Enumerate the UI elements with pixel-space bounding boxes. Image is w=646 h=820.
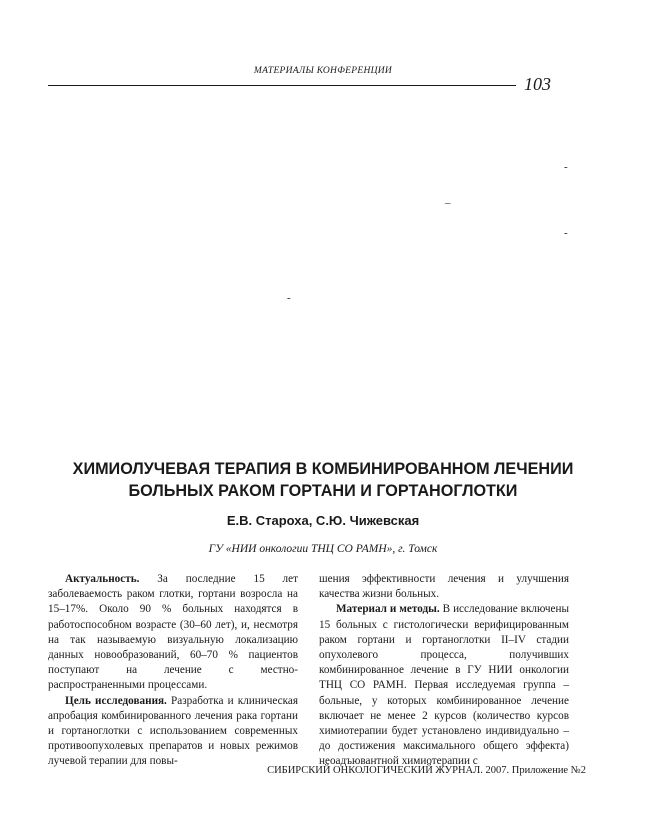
paragraph-text: Разработка и клиническая апробация комбинированного лечения рака гортани и гортаноглотки с использованием современных противоопухолевых препаратов и новых режимов лучевой терапии для повы- [48,694,298,768]
paragraph [319,602,569,769]
article-title [0,458,646,502]
stray-mark: - [287,292,291,304]
paragraph-heading: Цель исследования. [65,694,167,707]
authors: Е.В. Староха, С.Ю. Чижевская [226,513,420,528]
paragraph-continuation: шения эффективности лечения и улучшения качества жизни больных. [319,573,569,601]
page-number: 103 [524,74,551,94]
paragraph-text: В исследование включены 15 больных с гистологически верифицированным раком гортани и гортаноглотки II–IV стадии опухолевого процесса, получивших комбинированное лечение в ГУ НИИ онкологии ТНЦ СО РАМН. Первая исследуемая группа – больные, у которых комбинированное лечение включает не менее 2 курсов (количество курсов химиотерапии будет установлено индивидуально – до достижения максимального общего эффекта) неоадъювантной химиотерапии с [319,603,569,768]
running-head: МАТЕРИАЛЫ КОНФЕРЕНЦИИ [253,66,393,76]
paragraph [48,694,298,770]
stray-mark: – [445,197,451,209]
affiliation: ГУ «НИИ онкологии ТНЦ СО РАМН», г. Томск [208,543,438,555]
left-column [48,572,298,770]
stray-mark: - [564,227,568,239]
right-column-content [319,572,569,770]
stray-mark: - [564,161,568,173]
title-line: БОЛЬНЫХ РАКОМ ГОРТАНИ И ГОРТАНОГЛОТКИ [128,482,518,500]
paragraph-heading: Материал и методы. [336,603,440,616]
journal-footer: СИБИРСКИЙ ОНКОЛОГИЧЕСКИЙ ЖУРНАЛ. 2007. Приложение №2 [267,765,586,776]
paragraph-heading: Актуальность. [65,573,140,585]
header-rule [48,85,516,86]
paragraph-text: За последние 15 лет заболеваемость раком глотки, гортани возросла на 15–17%. Около 90 % больных находятся в работоспособном возрасте (30–60 лет), и, несмотря на так называемую визуальную локализацию данных новообразований, 60–70 % пациентов поступают на лечение с местно-распространенными процессами. [48,573,298,692]
paragraph [48,572,298,694]
title-line: ХИМИОЛУЧЕВАЯ ТЕРАПИЯ В КОМБИНИРОВАННОМ ЛЕЧЕНИИ [72,460,574,478]
